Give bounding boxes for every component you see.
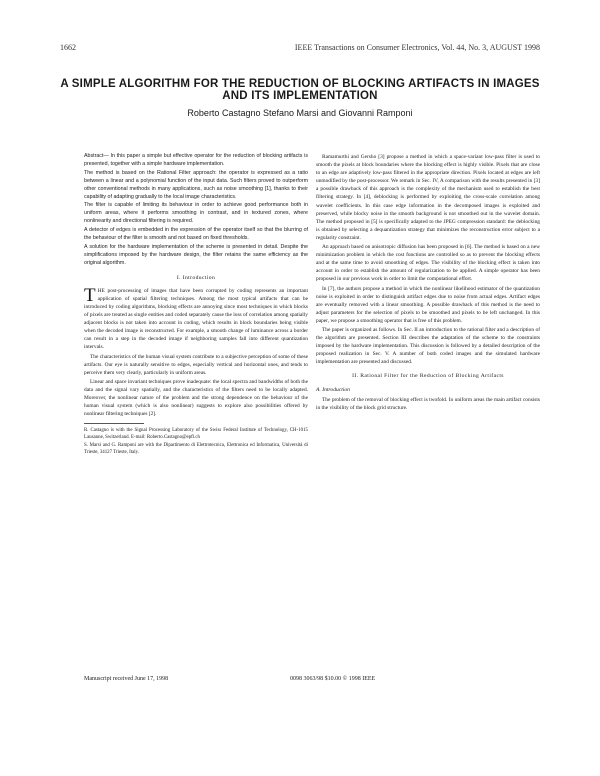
right-column	[316, 153, 540, 413]
body-paragraph: An approach based on anisotropic diffusion has been proposed in [6]. The method is based on a new minimization problem in which the cost functions are controlled so as to prevent the blocking effects and at the same time to avoid smoothing of edges. The visibility of the blocking effect is taken into account in order to establish the amount of regularization to be applied. A simple operator has been proposed in our previous work in order to limit the computational effort.	[316, 244, 540, 283]
abstract-paragraph: A detector of edges is embedded in the expression of the operator itself so that the blurring of the behaviour of the filter is smooth and not based on fixed thresholds.	[84, 227, 308, 242]
manuscript-received: Manuscript received June 17, 1998	[84, 676, 169, 682]
paper-title: A SIMPLE ALGORITHM FOR THE REDUCTION OF BLOCKING ARTIFACTS IN IMAGES AND ITS IMPLEMENTATION	[60, 78, 540, 102]
abstract-paragraph: Abstract— In this paper a simple but effective operator for the reduction of blocking artifacts is presented, together with a simple hardware implementation.	[84, 153, 308, 167]
intro-paragraph	[84, 284, 308, 352]
authors: Roberto Castagno Stefano Marsi and Giovanni Ramponi	[187, 108, 413, 118]
body-paragraph: Ramamurthi and Gersho [3] propose a method in which a space-variant low-pass filter is used to smooth the pixels at block boundaries where the blocking effect is highly visible. Pixels that are close to an edge are adaptively low-pass filtered in the appropriate direction. Pixels located at edges are left unmodified by the post-processor. We remark in Sec. IV, A comparison with the results presented in [3] a possible drawback of this approach is the complexity of the mechanism used to establish the best filtering strategy. In [4], deblocking is performed by exploiting the cross-scale correlation among wavelet coefficients. In this case edge information in the decomposed images is exploited and preserved, while blocky noise in the smooth background is not smoothed out in the wavelet domain. The method proposed in [5] is specifically adapted to the JPEG compression standard: the deblocking is obtained by selecting a dequantization strategy that minimizes the reconstruction error subject to a regularity constraint.	[316, 154, 540, 241]
intro-text: HE post-processing of images that have been corrupted by coding represents an important application of spatial filtering techniques. Among the most typical artifacts that can be introduced by coding algorithms, blocking effects are annoying since most techniques in which blocks of pixels are treated as single entities and coded separately cause the loss of correlation among spatially adjacent blocks is not taken into account in coding, which results in block boundaries being visible when the decoded image is reconstructed. For example, a smooth change of luminance across a border can result in a step in the decoded image if neighboring samples fall into different quantization intervals.	[84, 287, 308, 351]
running-header: IEEE Transactions on Consumer Electronics, Vol. 44, No. 3, AUGUST 1998	[294, 43, 540, 52]
section-heading: II. Rational Filter for the Reduction of Blocking Artifacts	[352, 373, 504, 380]
footnote-rule	[84, 423, 144, 424]
abstract-paragraph: The filter is capable of limiting its behaviour in order to achieve good performance both in uniform areas, where it performs smoothing in contrast, and in textured zones, where nonlinearity and directional filtering is required.	[84, 202, 308, 225]
body-paragraph: The characteristics of the human visual system contribute to a subjective perception of some of these artifacts. Our eye is naturally sensitive to edges, especially vertical and horizontal ones, and tends to perceive them very clearly, particularly in uniform areas.	[84, 353, 308, 376]
left-column	[84, 153, 308, 457]
abstract-paragraph: The method is based on the Rational Filter approach: the operator is expressed as a ratio between a linear and a polynomial function of the input data. Such filters proved to outperform other conventional methods in many applications, such as noise smoothing [1], thanks to their capability of adapting gradually to the local image characteristics.	[84, 169, 308, 200]
body-paragraph: The problem of the removal of blocking effect is twofold. In uniform areas the main artifact consists in the visibility of the block grid structure.	[316, 396, 540, 411]
footnote: S. Marsi and G. Ramponi are with the Dipartimento di Elettrotecnica, Elettronica ed Informatica, Università di Trieste, 34127 Trieste, Italy.	[84, 443, 308, 456]
body-paragraph: Linear and space invariant techniques prove inadequate: the local spectra and bandwidths of both the data and the signal vary spatially, and the characteristics of the filters need to be locally adapted. Moreover, the nonlinear nature of the problem and the strong dependence on the behaviour of the human visual system (which is also nonlinear) suggests to explore also possibilities offered by nonlinear filtering techniques [2].	[84, 378, 308, 418]
copyright-line: 0098 3063/98 $10.00 © 1998 IEEE	[290, 676, 376, 682]
page-number: 1662	[60, 43, 76, 52]
subsection-heading: A. Introduction	[316, 386, 350, 393]
drop-cap: T	[84, 284, 96, 306]
abstract	[84, 153, 308, 268]
body-paragraph: In [7], the authors propose a method in which the nonlinear likelihood estimator of the quantization noise is exploited in order to distinguish artifact edges due to noise from actual edges. Artifact edges are eventually removed with a linear smoothing. A possible drawback of this method is the need to adjust parameters for the selection of pixels to be smoothed and pixels to be left unchanged. In this paper, we propose a smoothing operator that is free of this problem.	[316, 285, 540, 324]
body-paragraph: The paper is organized as follows. In Sec. II an introduction to the rational filter and a description of the algorithm are presented. Section III describes the adaptation of the scheme to the constraints imposed by the hardware implementation. This discussion is followed by a detailed description of the proposed realization in Sec. V. A number of both coded images and the simulated hardware implementation are presented and discussed.	[316, 326, 540, 366]
abstract-paragraph: A solution for the hardware implementation of the scheme is presented in detail. Despite the simplifications imposed by the hardware design, the filter retains the same efficiency as the original algorithm.	[84, 243, 308, 266]
section-heading: I. Introduction	[176, 274, 216, 281]
footnote: R. Castagno is with the Signal Processing Laboratory of the Swiss Federal Institute of Technology, CH-1015 Lausanne, Switzerland. E-mail: Roberto.Castagno@epfl.ch	[84, 428, 308, 441]
